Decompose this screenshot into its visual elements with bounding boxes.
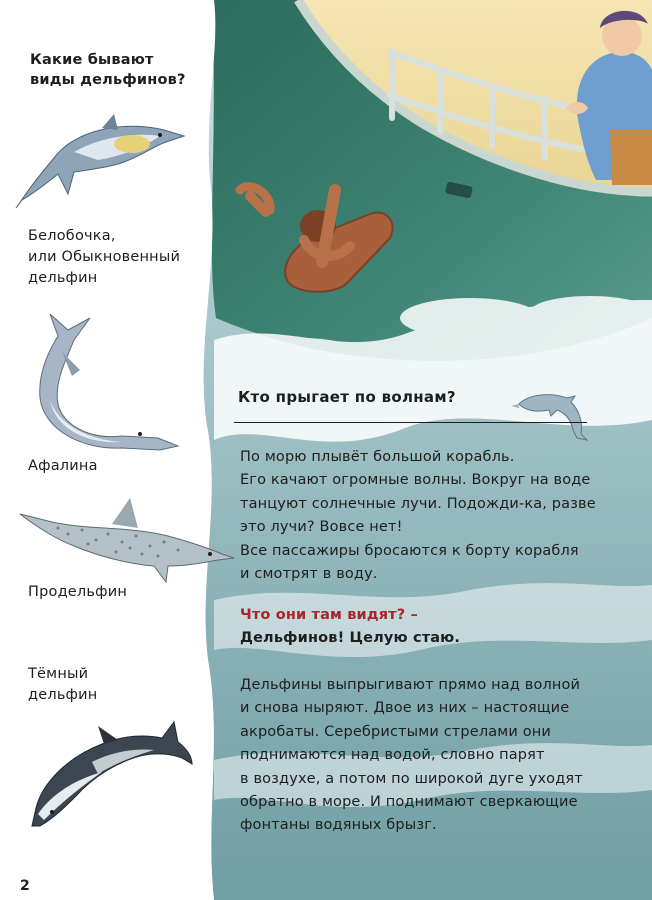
paragraph-dolphins: Дельфины выпрыгивают прямо над волной и снова ныряют. Двое из них – настоящие акробаты. Серебристыми стрелами они поднимаются над водой, словно парят в воздухе, а потом по широкой дуге уходят обратно в море. И поднимают сверкающие фонтаны водяных брызг.	[240, 677, 583, 834]
question-text: Что они там видят? –	[240, 607, 418, 623]
bottlenose-dolphin-icon	[28, 312, 183, 452]
dolphin-species-sidebar	[0, 0, 215, 900]
article-title: Кто прыгает по волнам?	[238, 388, 456, 406]
paragraph-ship: По морю плывёт большой корабль. Его качают огромные волны. Вокруг на воде танцуют солнечные лучи. Подожди-ка, разве это лучи? Вовсе нет! Все пассажиры бросаются к борту корабля и смотрят в воду.	[240, 449, 596, 583]
common-dolphin-icon	[14, 108, 186, 216]
answer-text: Дельфинов! Целую стаю.	[240, 630, 461, 647]
caption-bottlenose-dolphin: Афалина	[28, 458, 98, 474]
dusky-dolphin-icon	[22, 714, 194, 832]
spotted-dolphin-icon	[18, 496, 236, 588]
title-underline	[234, 422, 587, 423]
sidebar-heading: Какие бывают виды дельфинов?	[30, 52, 186, 88]
page-number: 2	[20, 878, 30, 894]
question-block	[240, 604, 635, 651]
caption-dusky-dolphin: Тёмный дельфин	[28, 666, 98, 703]
caption-spotted-dolphin: Продельфин	[28, 584, 128, 600]
caption-common-dolphin: Белобочка, или Обыкновенный дельфин	[28, 228, 181, 286]
